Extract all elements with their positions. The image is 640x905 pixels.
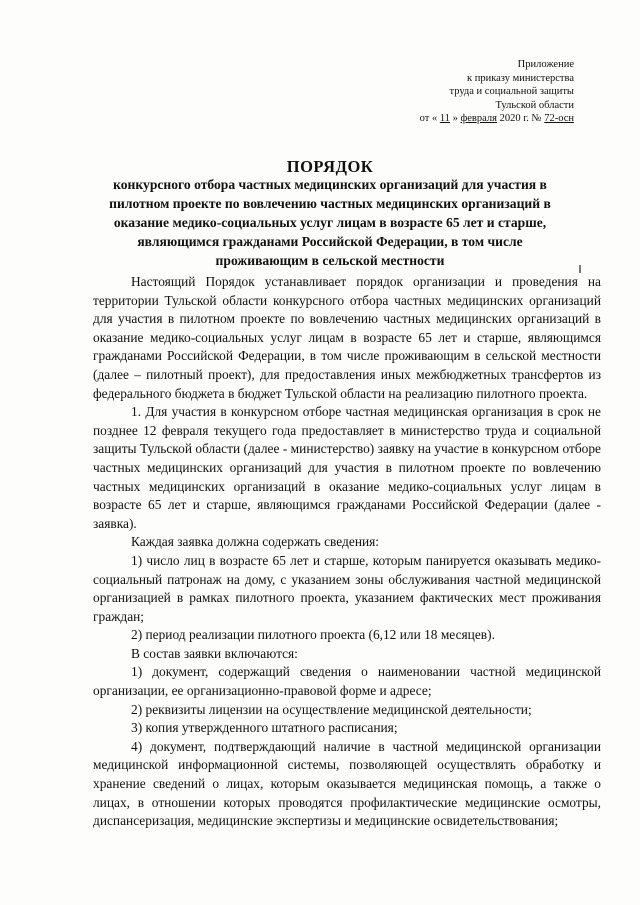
appendix-block — [364, 58, 574, 126]
paragraph-content-2: 2) реквизиты лицензии на осуществление медицинской деятельности; — [131, 701, 532, 717]
appendix-line-1: Приложение — [517, 59, 574, 70]
subtitle-line-3: оказание медико-социальных услуг лицам в возрасте 65 лет и старше, — [113, 215, 547, 230]
subtitle-line-1: конкурсного отбора частных медицинских организаций для участия в — [113, 177, 547, 192]
paragraph-contents-heading: В состав заявки включаются: — [131, 645, 298, 661]
paragraph-content-4: 4) документ, подтверждающий наличие в частной медицинской организации медицинской информационной системы, позволяющей осуществлять обработку и хранение сведений о лицах, которым оказывается медицинская помощь, а также о лицах, в отношении которых проводятся профилактические медицинские осмотры, диспансеризация, медицинские экспертизы и медицинские освидетельствования; — [93, 738, 601, 829]
document-subtitle — [70, 175, 590, 270]
subtitle-line-4: являющимся гражданами Российской Федерации, в том числе — [137, 234, 523, 249]
subtitle-line-2: пилотном проекте по вовлечению частных медицинских организаций в — [109, 196, 551, 211]
appendix-date-line — [364, 112, 574, 126]
date-prefix: от « — [419, 113, 438, 125]
paragraph-item-1: 1. Для участия в конкурсном отборе частная медицинская организация в срок не позднее 12 февраля текущего года предоставляет в министерство труда и социальной защиты Тульской области (далее - министерство) заявку на участие в конкурсном отборе частных медицинских организаций для участия в пилотном проекте по вовлечению частных медицинских организаций в оказание медико-социальных услуг лицам в возрасте 65 лет и старше, являющимся гражданами Российской Федерации (далее - заявка). — [93, 404, 601, 531]
paragraph-requirement-1: 1) число лиц в возрасте 65 лет и старше, которым панируется оказывать медико-социальный патронаж на дому, с указанием зоны обслуживания частной медицинской организацией в рамках пилотного проекта, указанием фактических мест проживания граждан; — [93, 552, 601, 624]
order-number: 72-осн — [544, 113, 574, 125]
document-body — [93, 273, 601, 831]
paragraph-content-3: 3) копия утвержденного штатного расписания; — [131, 720, 398, 736]
date-year: 2020 г. № — [499, 113, 542, 125]
date-day: 11 — [439, 113, 450, 125]
appendix-line-3: труда и социальной защиты — [449, 86, 574, 98]
margin-mark — [579, 265, 581, 273]
paragraph-requirements-heading: Каждая заявка должна содержать сведения: — [131, 534, 380, 550]
appendix-line-2: к приказу министерства — [466, 72, 574, 84]
date-month: февраля — [460, 113, 497, 125]
paragraph-intro: Настоящий Порядок устанавливает порядок организации и проведения на территории Тульской области конкурсного отбора частных медицинских организаций для участия в пилотном проекте по вовлечению частных медицинских организаций в оказание медико-социальных услуг лицам в возрасте 65 лет и старше, являющимся гражданами Российской Федерации, в том числе проживающим в сельской местности (далее – пилотный проект), для предоставления иных межбюджетных трансфертов из федерального бюджета в бюджет Тульской области на реализацию пилотного проекта. — [93, 274, 601, 401]
paragraph-requirement-2: 2) период реализации пилотного проекта (6,12 или 18 месяцев). — [131, 627, 495, 643]
subtitle-line-5: проживающим в сельской местности — [215, 253, 445, 268]
document-title: ПОРЯДОК — [286, 157, 374, 176]
appendix-line-4: Тульской области — [495, 99, 574, 111]
paragraph-content-1: 1) документ, содержащий сведения о наименовании частной медицинской организации, ее организационно-правовой форме и адресе; — [93, 664, 601, 699]
date-mid: » — [452, 113, 458, 125]
